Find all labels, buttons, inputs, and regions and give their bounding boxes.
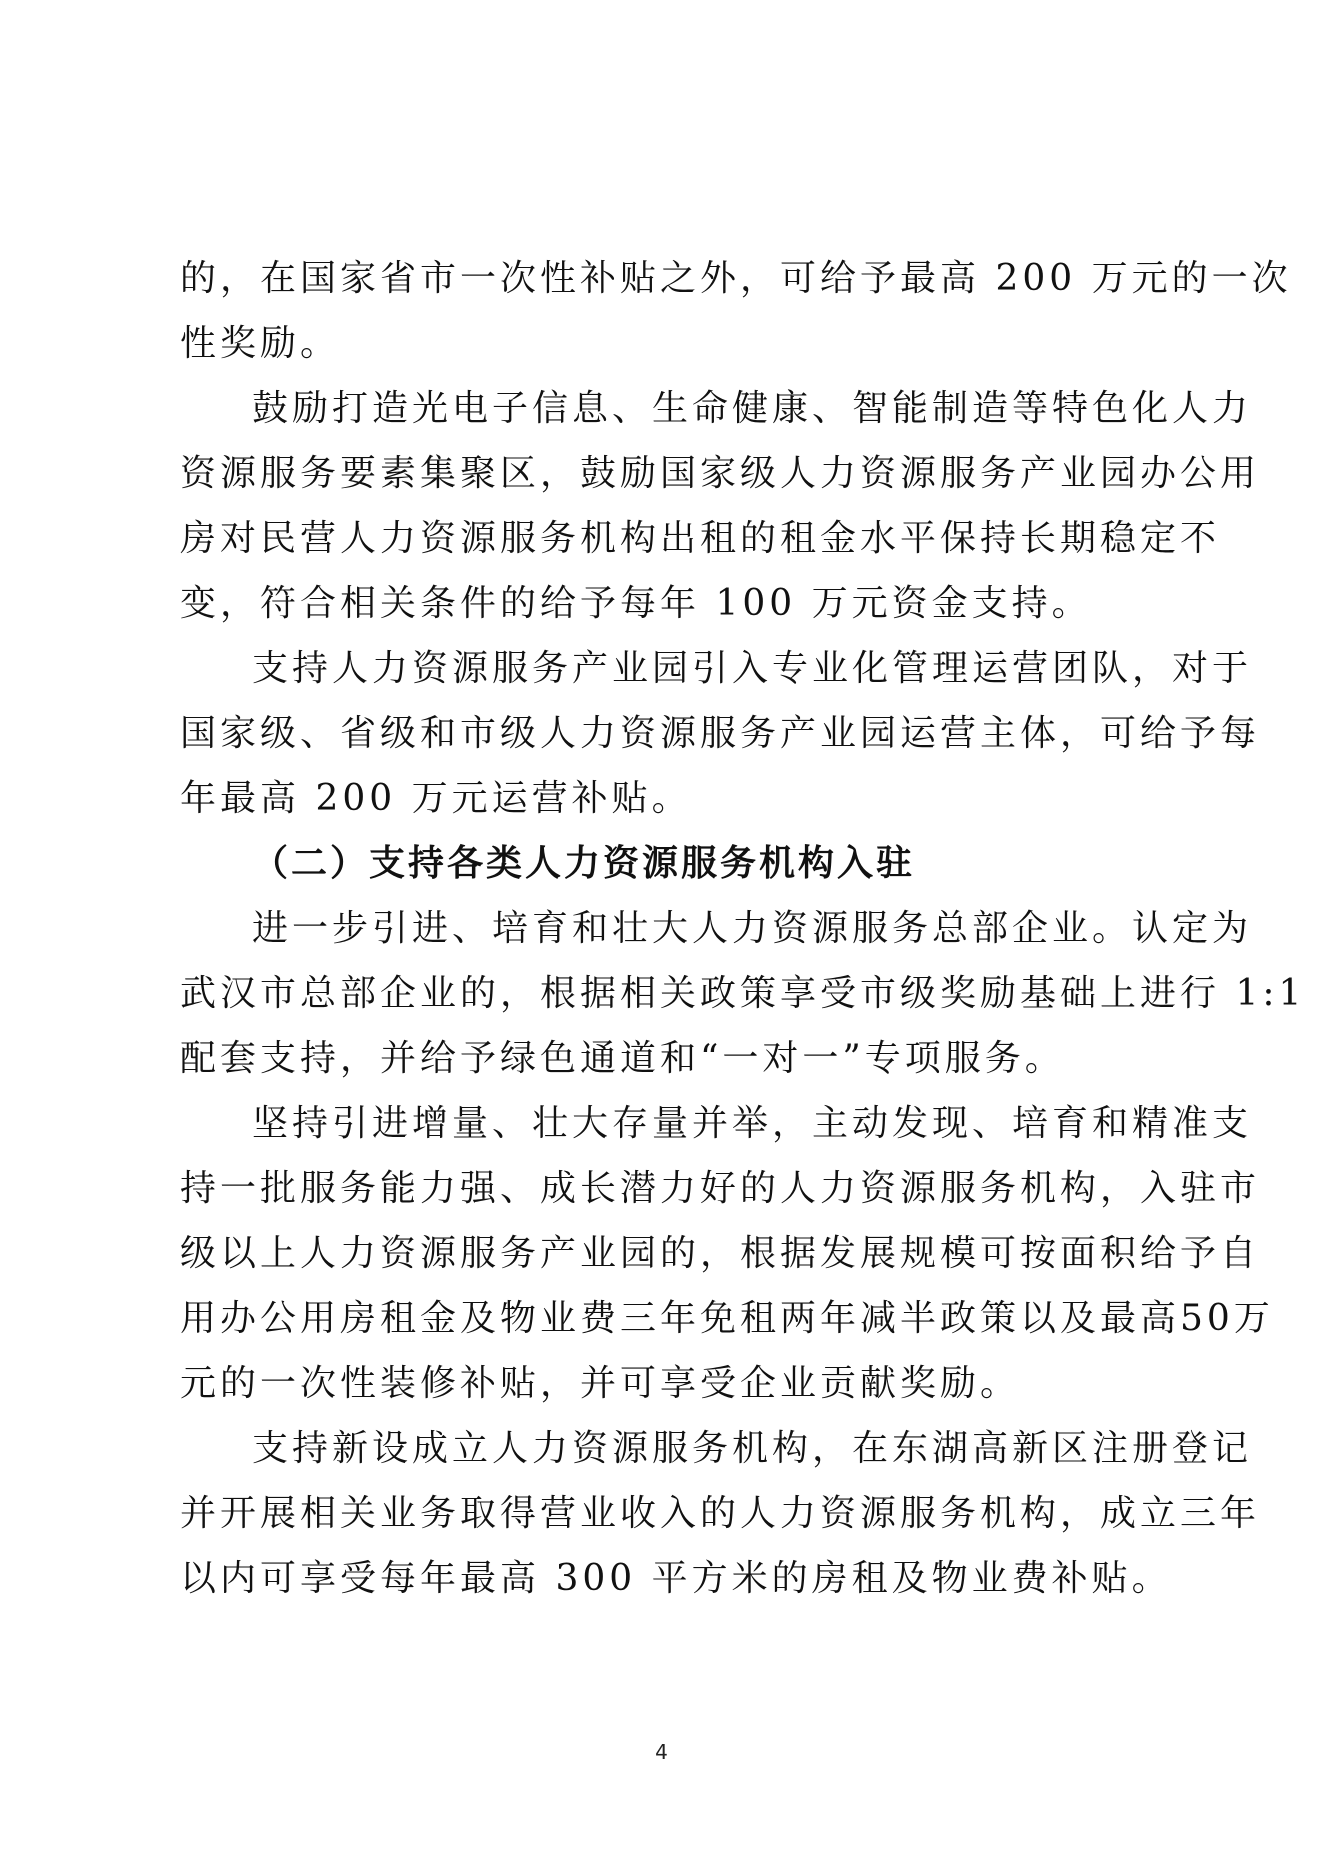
paragraph-line: 支持人力资源服务产业园引入专业化管理运营团队，对于 <box>252 648 1253 689</box>
paragraph-line: 性奖励。 <box>180 323 341 364</box>
paragraph-line: 国家级、省级和市级人力资源服务产业园运营主体，可给予每 <box>180 713 1261 754</box>
paragraph-line: 支持新设成立人力资源服务机构，在东湖高新区注册登记 <box>252 1428 1253 1469</box>
paragraph-line: 房对民营人力资源服务机构出租的租金水平保持长期稳定不 <box>180 518 1221 559</box>
page-number: 4 <box>655 1740 668 1764</box>
paragraph-line: 武汉市总部企业的，根据相关政策享受市级奖励基础上进行 1:1 <box>180 973 1306 1014</box>
paragraph-line: 资源服务要素集聚区，鼓励国家级人力资源服务产业园办公用 <box>180 453 1261 494</box>
paragraph-line: 配套支持，并给予绿色通道和“一对一”专项服务。 <box>180 1038 1065 1079</box>
paragraph-line: 进一步引进、培育和壮大人力资源服务总部企业。认定为 <box>252 908 1253 949</box>
paragraph-line: 变，符合相关条件的给予每年 100 万元资金支持。 <box>180 583 1092 624</box>
paragraph-line: 的，在国家省市一次性补贴之外，可给予最高 200 万元的一次 <box>180 258 1292 299</box>
paragraph-line: 坚持引进增量、壮大存量并举，主动发现、培育和精准支 <box>252 1103 1253 1144</box>
paragraph-line: 鼓励打造光电子信息、生命健康、智能制造等特色化人力 <box>252 388 1253 429</box>
paragraph-line: 持一批服务能力强、成长潜力好的人力资源服务机构，入驻市 <box>180 1168 1261 1209</box>
document-body <box>180 246 1306 1611</box>
paragraph-line: 级以上人力资源服务产业园的，根据发展规模可按面积给予自 <box>180 1233 1261 1274</box>
paragraph-line: 元的一次性装修补贴，并可享受企业贡献奖励。 <box>180 1363 1021 1404</box>
paragraph-line: 年最高 200 万元运营补贴。 <box>180 778 692 819</box>
paragraph-line: 用办公用房租金及物业费三年免租两年减半政策以及最高50万 <box>180 1298 1274 1339</box>
section-heading: （二）支持各类人力资源服务机构入驻 <box>252 843 916 884</box>
paragraph-line: 以内可享受每年最高 300 平方米的房租及物业费补贴。 <box>180 1558 1172 1599</box>
paragraph-line: 并开展相关业务取得营业收入的人力资源服务机构，成立三年 <box>180 1493 1261 1534</box>
